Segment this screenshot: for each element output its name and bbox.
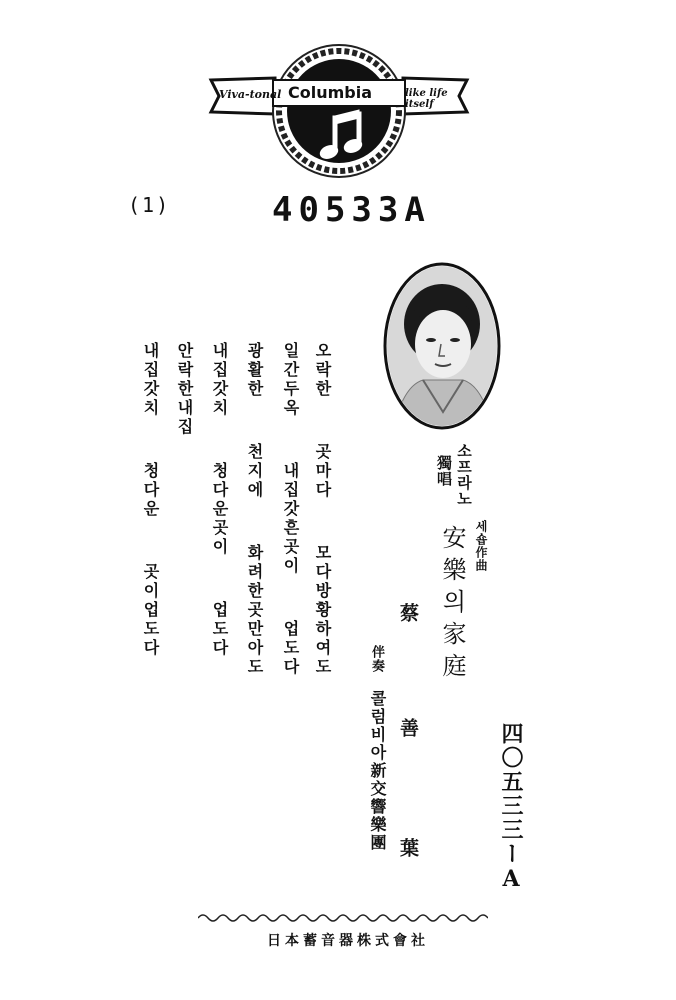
columbia-logo (205, 42, 473, 180)
composer-note: 세숍作曲 (474, 520, 488, 572)
song-type-korean: 소프라노 (455, 443, 473, 507)
wave-divider (198, 909, 488, 921)
lyric-line-2: 일간두옥 내집갓흔곳이 업도다 (281, 342, 300, 677)
catalog-number-vertical: 四〇五三三ーA (498, 722, 524, 894)
ribbon-right-text: like life itself (405, 88, 448, 110)
lyric-line-6: 내집갓치 청다운 곳이업도다 (141, 342, 160, 658)
lyric-line-3: 광활한 천지에 화려한곳만아도 (245, 342, 264, 677)
song-type-hanja: 獨唱 (435, 455, 453, 487)
catalog-number: 40533A (272, 190, 431, 230)
singer-name-part3: 葉 (397, 838, 419, 862)
lyric-line-1: 오락한 곳마다 모다방황하여도 (313, 342, 332, 677)
ribbon-left-text: Viva-tonal (219, 88, 282, 101)
catalog-index: (1) (128, 193, 171, 217)
lyric-line-5: 안락한내집 (175, 342, 194, 437)
song-title: 安樂의家庭 (438, 525, 466, 685)
lyric-line-4: 내집갓치 청다운곳이 업도다 (210, 342, 229, 658)
singer-name-part2: 善 (397, 718, 419, 742)
brand-name: Columbia (288, 83, 373, 102)
singer-name-part1: 蔡 (397, 603, 419, 627)
orchestra-name: 콜럼비아新交響樂團 (368, 690, 387, 852)
publisher-name: 日本蓄音器株式會社 (267, 933, 429, 949)
singer-portrait (383, 262, 501, 430)
accompaniment-label: 伴奏 (369, 645, 384, 673)
